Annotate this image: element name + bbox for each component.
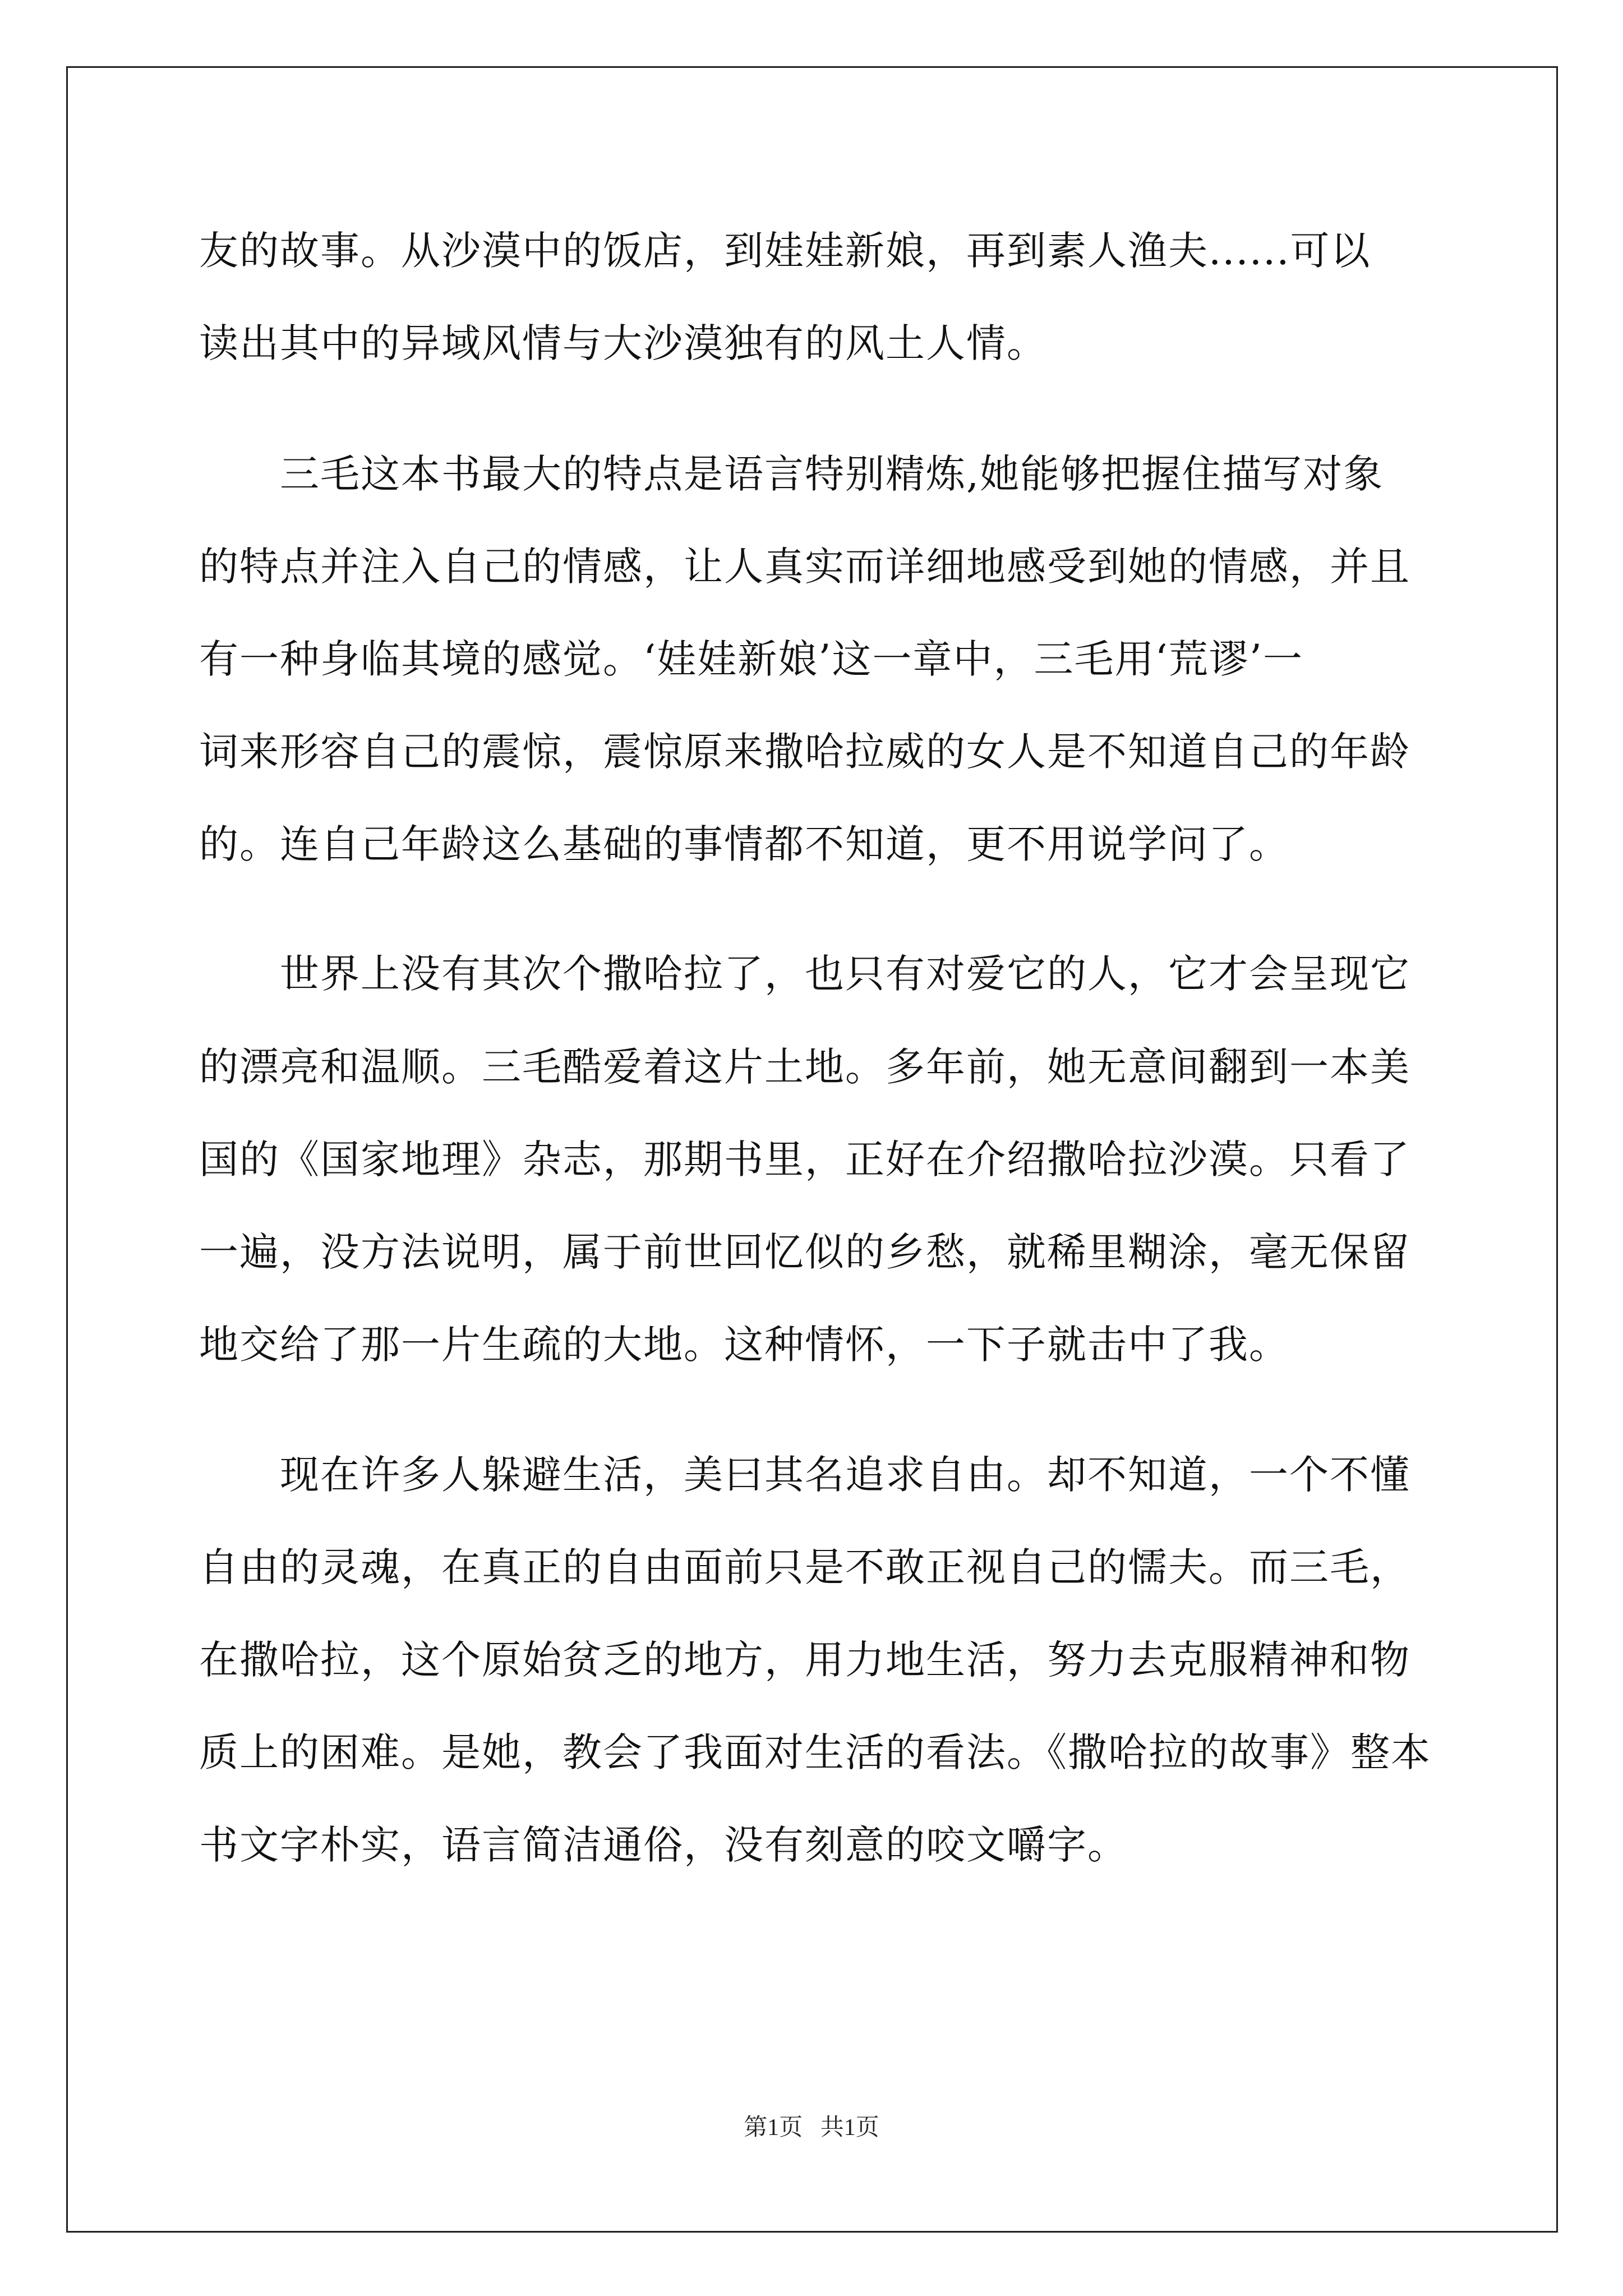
text-line: 词来形容自己的震惊，震惊原来撒哈拉威的女人是不知道自己的年龄 [199,729,1410,775]
text-line: 现在许多人躲避生活，美曰其名追求自由。却不知道，一个不懂 [199,1452,1410,1498]
text-line: 地交给了那一片生疏的大地。这种情怀，一下子就击中了我。 [199,1322,1289,1368]
text-line: 在撒哈拉，这个原始贫乏的地方，用力地生活，努力去克服精神和物 [199,1637,1410,1683]
text-line: 的漂亮和温顺。三毛酷爱着这片土地。多年前，她无意间翻到一本美 [199,1044,1410,1090]
text-line: 的特点并注入自己的情感，让人真实而详细地感受到她的情感，并且 [199,544,1410,590]
text-line: 友的故事。从沙漠中的饭店，到娃娃新娘，再到素人渔夫......可以 [199,228,1371,274]
text-line: 三毛这本书最大的特点是语言特别精炼,她能够把握住描写对象 [199,451,1384,497]
page-number: 第1页 共1页 [744,2115,879,2141]
text-line: 一遍，没方法说明，属于前世回忆似的乡愁，就稀里糊涂，毫无保留 [199,1229,1410,1275]
text-line: 书文字朴实，语言简洁通俗，没有刻意的咬文嚼字。 [199,1822,1128,1868]
text-line: 的。连自己年龄这么基础的事情都不知道，更不用说学问了。 [199,821,1289,867]
text-line: 有一种身临其境的感觉。‘娃娃新娘’这一章中，三毛用‘荒谬’一 [199,636,1304,682]
text-line: 世界上没有其次个撒哈拉了，也只有对爱它的人，它才会呈现它 [199,951,1410,997]
text-line: 读出其中的异域风情与大沙漠独有的风土人情。 [199,320,1047,366]
text-line: 质上的困难。是她，教会了我面对生活的看法。《撒哈拉的故事》整本 [199,1729,1431,1775]
text-line: 自由的灵魂，在真正的自由面前只是不敢正视自己的懦夫。而三毛， [199,1544,1410,1590]
text-line: 国的《国家地理》杂志，那期书里，正好在介绍撒哈拉沙漠。只看了 [199,1137,1410,1182]
